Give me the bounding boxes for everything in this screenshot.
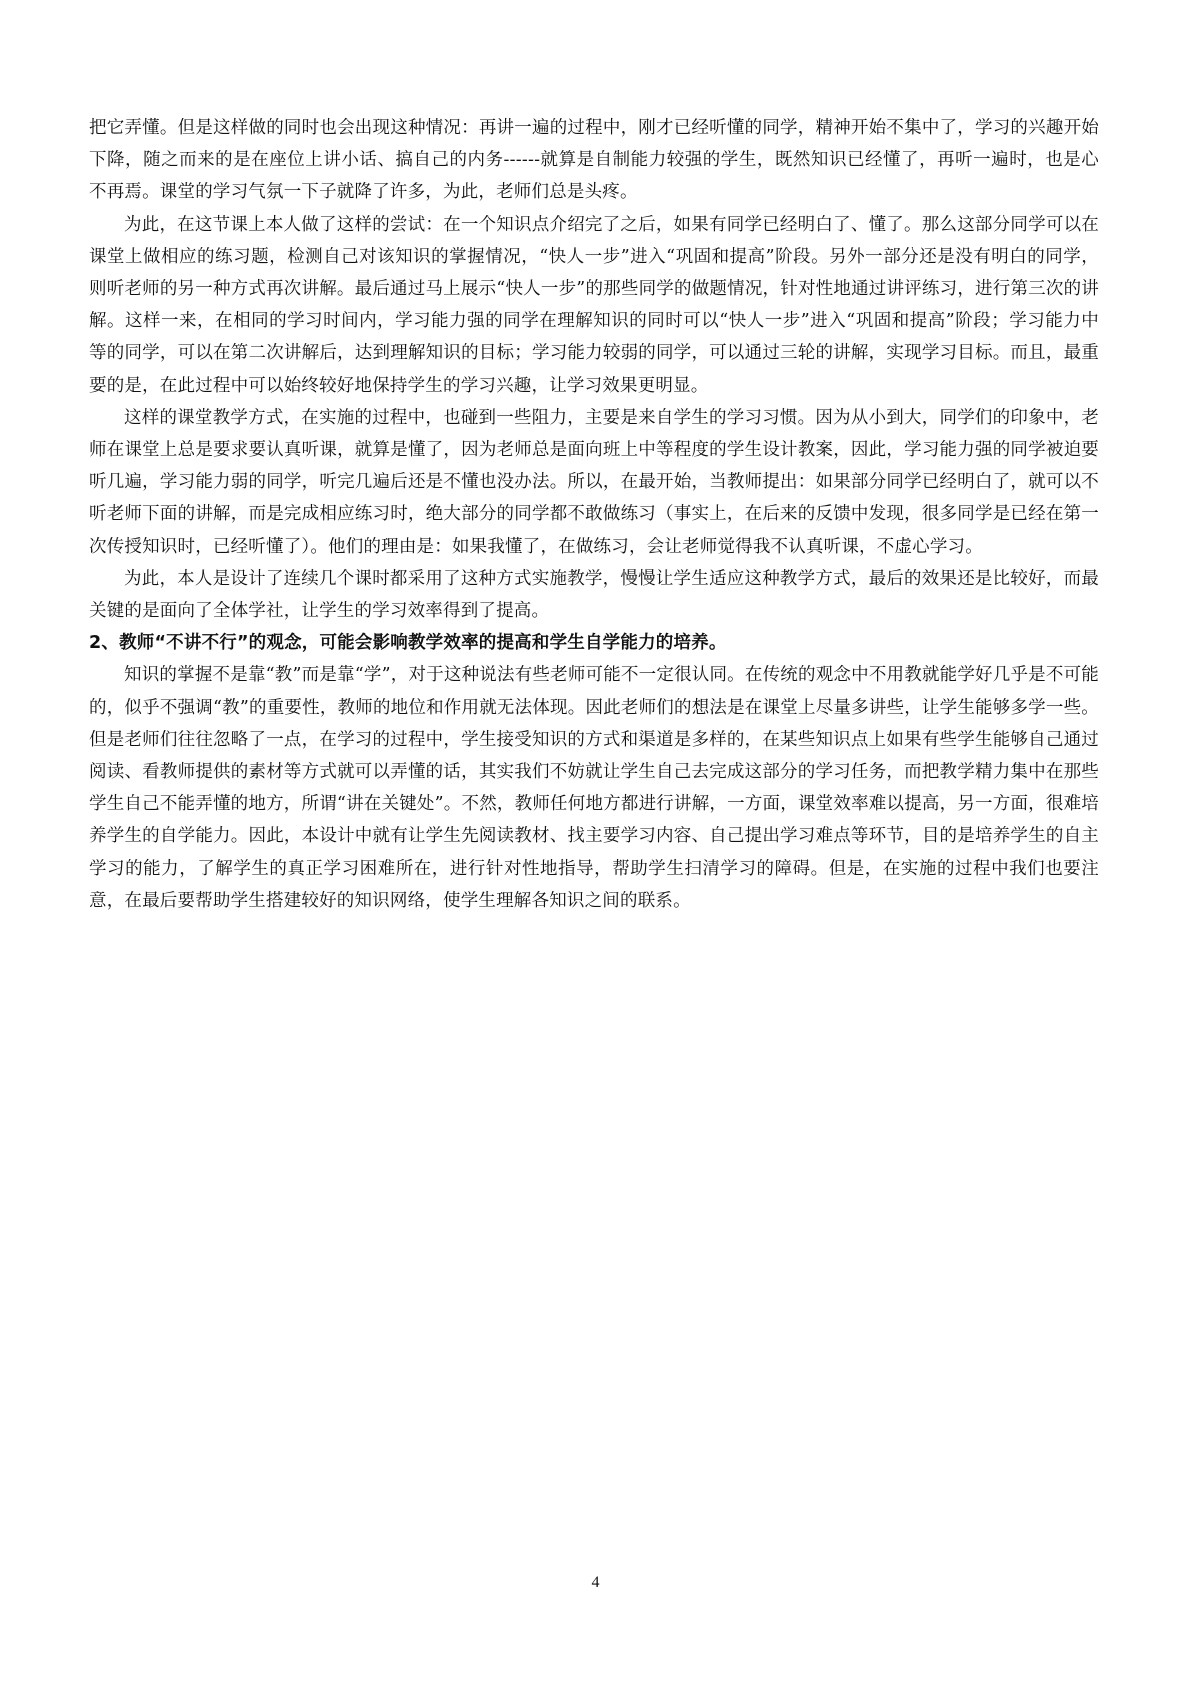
paragraph-resistance: 这样的课堂教学方式，在实施的过程中，也碰到一些阻力，主要是来自学生的学习习惯。因为从小到大，同学们的印象中，老师在课堂上总是要求要认真听课，就算是懂了，因为老师总是面向班上中等程度的学生设计教案，因此，学习能力强的同学被迫要听几遍，学习能力弱的同学，听完几遍后还是不懂也没办法。所以，在最开始，当教师提出：如果部分同学已经明白了，就可以不听老师下面的讲解，而是完成相应练习时，绝大部分的同学都不敢做练习（事实上，在后来的反馈中发现，很多同学是已经在第一次传授知识时，已经听懂了）。他们的理由是：如果我懂了，在做练习，会让老师觉得我不认真听课，不虚心学习。 <box>89 407 1099 557</box>
paragraph-attempt: 为此，在这节课上本人做了这样的尝试：在一个知识点介绍完了之后，如果有同学已经明白了、懂了。那么这部分同学可以在课堂上做相应的练习题，检测自己对该知识的掌握情况，“快人一步”进入“巩固和提高”阶段。另外一部分还是没有明白的同学，则听老师的另一种方式再次讲解。最后通过马上展示“快人一步”的那些同学的做题情况，针对性地通过讲评练习，进行第三次的讲解。这样一来，在相同的学习时间内，学习能力强的同学在理解知识的同时可以“快人一步”进入“巩固和提高”阶段；学习能力中等的同学，可以在第二次讲解后，达到理解知识的目标；学习能力较弱的同学，可以通过三轮的讲解，实现学习目标。而且，最重要的是，在此过程中可以始终较好地保持学生的学习兴趣，让学习效果更明显。 <box>89 214 1099 396</box>
section-heading: 2、教师“不讲不行”的观念，可能会影响教学效率的提高和学生自学能力的培养。 <box>89 633 727 654</box>
page-number: 4 <box>591 1574 600 1591</box>
page-body <box>89 112 1099 917</box>
paragraph-continued: 把它弄懂。但是这样做的同时也会出现这种情况：再讲一遍的过程中，刚才已经听懂的同学，精神开始不集中了，学习的兴趣开始下降，随之而来的是在座位上讲小话、搞自己的内务------就算是自制能力较强的学生，既然知识已经懂了，再听一遍时，也是心不再焉。课堂的学习气氛一下子就降了许多，为此，老师们总是头疼。 <box>89 118 1099 203</box>
paragraph-result: 为此，本人是设计了连续几个课时都采用了这种方式实施教学，慢慢让学生适应这种教学方式，最后的效果还是比较好，而最关键的是面向了全体学社，让学生的学习效率得到了提高。 <box>89 568 1099 622</box>
paragraph-section-body: 知识的掌握不是靠“教”而是靠“学”，对于这种说法有些老师可能不一定很认同。在传统的观念中不用教就能学好几乎是不可能的，似乎不强调“教”的重要性，教师的地位和作用就无法体现。因此老师们的想法是在课堂上尽量多讲些，让学生能够多学一些。但是老师们往往忽略了一点，在学习的过程中，学生接受知识的方式和渠道是多样的，在某些知识点上如果有些学生能够自己通过阅读、看教师提供的素材等方式就可以弄懂的话，其实我们不妨就让学生自己去完成这部分的学习任务，而把教学精力集中在那些学生自己不能弄懂的地方，所谓“讲在关键处”。不然，教师任何地方都进行讲解，一方面，课堂效率难以提高，另一方面，很难培养学生的自学能力。因此，本设计中就有让学生先阅读教材、找主要学习内容、自己提出学习难点等环节，目的是培养学生的自主学习的能力，了解学生的真正学习困难所在，进行针对性地指导，帮助学生扫清学习的障碍。但是，在实施的过程中我们也要注意，在最后要帮助学生搭建较好的知识网络，使学生理解各知识之间的联系。 <box>89 665 1099 911</box>
